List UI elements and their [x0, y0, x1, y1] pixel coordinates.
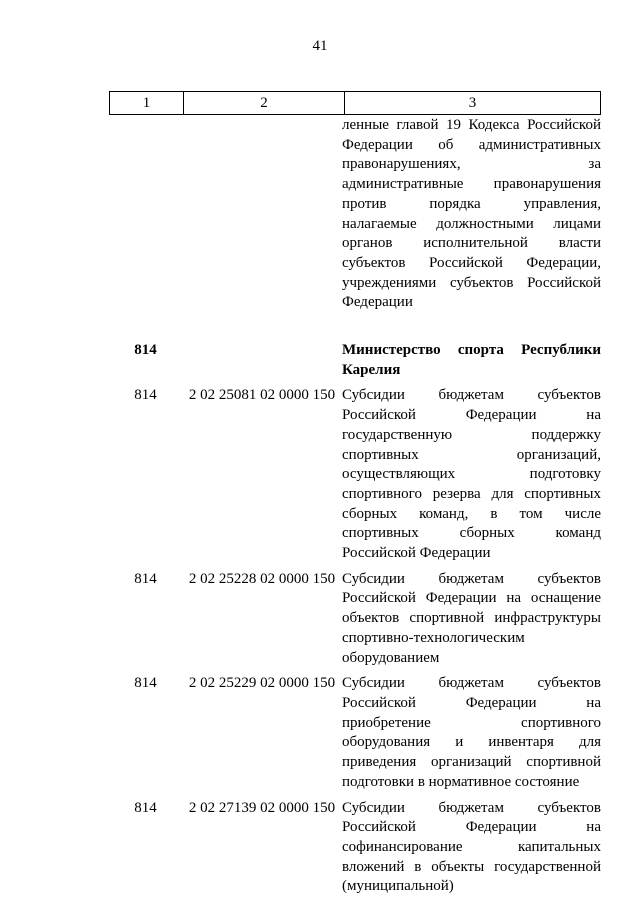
table-row: [109, 570, 601, 669]
row-text: Субсидии бюджетам субъектов Российской Федерации на приобретение спортивного оборудования и инвентаря для приведения организаций спортивной подготовки в нормативное состояние: [342, 675, 601, 790]
section-row: [109, 341, 601, 380]
header-col-1: 1: [110, 92, 184, 115]
table-row: [109, 799, 601, 898]
table-row: [109, 386, 601, 563]
row-kbk: 2 02 27139 02 0000 150: [188, 799, 336, 816]
row-kbk: 2 02 25229 02 0000 150: [188, 675, 336, 692]
section-title: Министерство спорта Республики Карелия: [342, 342, 601, 378]
page-number: 41: [312, 38, 328, 54]
row-code: 814: [134, 799, 157, 816]
continuation-row: [109, 116, 601, 313]
row-code: 814: [134, 675, 157, 692]
row-kbk: 2 02 25228 02 0000 150: [188, 570, 336, 587]
continuation-text: ленные главой 19 Кодекса Российской Федерации об административных правонарушениях, за административные правонарушения против порядка управления, налагаемые должностными лицами органов исполнительной власти субъектов Российской Федерации, учреждениями субъектов Российской Федерации: [342, 117, 601, 311]
row-text: Субсидии бюджетам субъектов Российской Федерации на государственную поддержку спортивных организаций, осуществляющих подготовку спортивного резерва для спортивных сборных команд, в том числе спортивных сборных команд Российской Федерации: [342, 387, 601, 562]
row-text: Субсидии бюджетам субъектов Российской Федерации на оснащение объектов спортивной инфраструктуры спортивно-технологическим оборудованием: [342, 570, 601, 666]
row-text: Субсидии бюджетам субъектов Российской Федерации на софинансирование капитальных вложений в объекты государственной (муниципальной): [342, 799, 601, 895]
row-code: 814: [134, 387, 157, 404]
row-kbk: 2 02 25081 02 0000 150: [188, 387, 336, 404]
table-row: [109, 674, 601, 792]
section-code: 814: [134, 342, 157, 359]
table-body: [109, 116, 601, 897]
header-col-3: 3: [345, 92, 601, 115]
header-col-2: 2: [184, 92, 345, 115]
table-header: [109, 91, 601, 115]
row-code: 814: [134, 570, 157, 587]
